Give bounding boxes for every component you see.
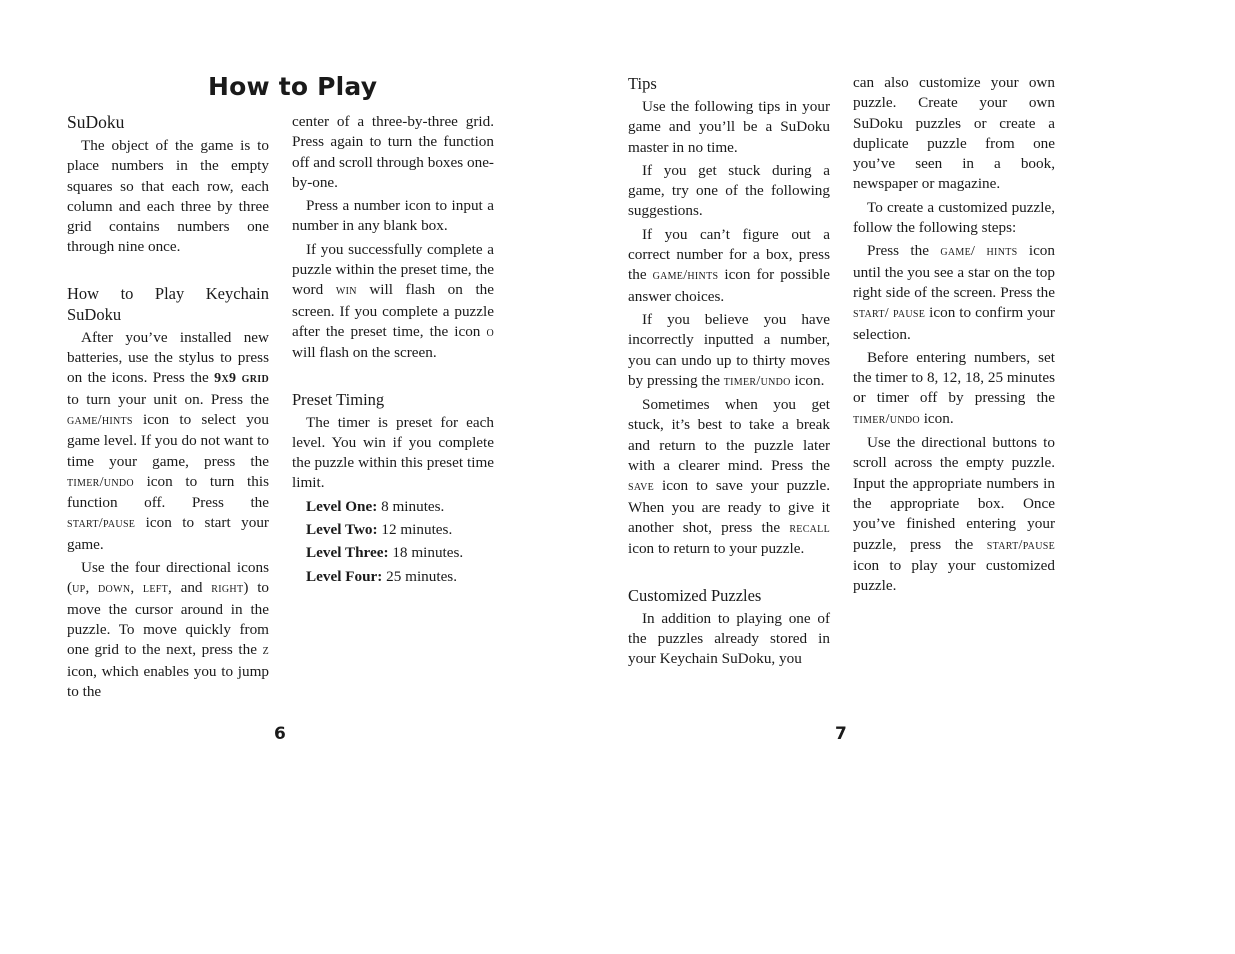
key-start-pause: start/pause [67,516,136,532]
text-run: , [130,579,143,597]
page-number-right: 7 [835,724,847,744]
text-run: icon until the you see a star on the top right side of the screen. Press the [853,242,1055,301]
key-recall: recall [789,520,830,536]
paragraph-directional-buttons [853,433,1055,596]
text-run: If you successfully complete a puzzle within the preset time, the word [292,240,494,299]
left-page-column-1 [67,112,269,705]
text-run: icon to play your customized puzzle. [853,556,1055,595]
text-run: icon to save your puzzle. When you are ready to give it another shot, press the [628,477,830,536]
level-value: 8 minutes. [377,497,445,515]
key-z: z [262,643,269,659]
text-run: If you believe you have incorrectly inputted a number, you can undo up to thirty moves by pressing the [628,310,830,389]
key-game-hints: game/hints [652,268,719,284]
section-heading-how-to-play-keychain: How to Play Keychain SuDoku [67,283,269,324]
right-page-column-2 [853,73,1055,599]
paragraph-customize-own: can also customize your own puzzle. Create your own SuDoku puzzles or create a duplicate puzzle from one you’ve seen in a book, newspaper or magazine. [853,74,1055,193]
text-run: Sometimes when you get stuck, it’s best to take a break and return to the puzzle later with a clearer mind. Press the [628,396,830,475]
level-label: Level One: [306,497,378,515]
paragraph-stuck: If you get stuck during a game, try one of the following suggestions. [628,161,830,220]
paragraph-object-of-game: The object of the game is to place numbers in the empty squares so that each row, each column and each three by three grid contains numbers one through nine once. [67,137,269,256]
paragraph-getting-started [67,328,269,555]
text-run: After you’ve installed new batteries, use the stylus to press on the icons. Press the [67,328,269,387]
key-9x9-grid: 9x9 grid [214,371,269,387]
text-run: , and [168,579,212,597]
text-run: icon to confirm your selection. [853,304,1055,343]
text-run: icon for possible answer choices. [628,266,830,305]
key-win: win [335,283,357,299]
level-value: 12 minutes. [377,521,453,539]
text-run: will flash on the screen. [292,344,437,362]
key-timer-undo: timer/undo [853,411,920,427]
level-three [292,543,494,563]
level-label: Level Three: [306,544,389,562]
text-run: icon to turn this function off. Press the [67,472,269,512]
level-label: Level Four: [306,567,383,585]
section-heading-customized-puzzles: Customized Puzzles [628,585,762,605]
text-run: icon to return to your puzzle. [628,540,805,558]
left-page-column-2 [292,112,494,590]
level-two [292,520,494,540]
paragraph-tips-intro: Use the following tips in your game and you’ll be a SuDoku master in no time. [628,98,830,156]
text-run: icon to select you game level. If you do not want to time your game, press the [67,410,269,470]
page-title: How to Play [208,72,378,101]
key-up: up [72,581,86,597]
level-four [292,567,494,587]
text-run: icon. [919,409,954,427]
text-run: ) to move the cursor around in the puzzle. To move quickly from one grid to the next, press the [67,579,270,659]
text-run: icon to start your game. [67,514,269,553]
key-game-hints: game/hints [67,412,133,428]
key-left: left [142,581,169,597]
key-timer-undo: timer/undo [723,373,791,389]
key-game-hints: game/ hints [940,244,1018,260]
section-heading-sudoku: SuDoku [67,112,125,132]
page-number-left: 6 [274,724,286,744]
paragraph-win [292,240,494,364]
key-save: save [628,479,655,495]
section-heading-preset-timing: Preset Timing [292,389,385,409]
key-start-pause: start/pause [986,537,1055,553]
paragraph-customized-intro: In addition to playing one of the puzzles already stored in your Keychain SuDoku, you [628,609,830,668]
right-page-column-1 [628,73,830,672]
paragraph-press-game-hints [853,241,1055,344]
text-run: If you can’t figure out a correct number for a box, press the [628,225,830,284]
paragraph-undo [628,310,830,392]
text-run: Use the directional buttons to scroll across the empty puzzle. Input the appropriate numbers in the appropriate box. Once you’ve finished entering your puzzle, press the [853,434,1055,553]
paragraph-save-recall [628,395,830,559]
paragraph-preset-timing: The timer is preset for each level. You win if you complete the puzzle within this preset time limit. [292,413,494,492]
key-start-pause: start/ pause [853,306,926,322]
level-value: 18 minutes. [388,544,464,562]
paragraph-hints [628,225,830,307]
key-timer-undo: timer/undo [67,474,134,490]
level-one [292,497,494,517]
text-run: icon. [790,371,825,389]
paragraph-directional-icons [67,558,269,702]
text-run: , [85,579,99,597]
text-run: Press the [867,242,941,260]
paragraph-three-by-three: center of a three-by-three grid. Press again to turn the function off and scroll through boxes one-by-one. [292,113,494,191]
text-run: Before entering numbers, set the timer to 8, 12, 18, 25 minutes or timer off by pressing the [853,348,1055,407]
text-run: icon, which enables you to jump to the [67,662,269,700]
key-right: right [211,581,244,597]
level-value: 25 minutes. [382,567,458,585]
key-o: o [486,324,494,340]
level-label: Level Two: [306,521,378,539]
text-run: Use the four directional icons ( [67,559,269,597]
section-heading-tips: Tips [628,74,657,93]
key-down: down [98,581,131,597]
text-run: will flash on the screen. If you complete a puzzle after the preset time, the icon [292,281,495,340]
paragraph-create-steps: To create a customized puzzle, follow the following steps: [853,198,1055,237]
paragraph-set-timer [853,348,1055,430]
paragraph-number-icon: Press a number icon to input a number in any blank box. [292,197,494,235]
text-run: to turn your unit on. Press the [67,390,269,408]
